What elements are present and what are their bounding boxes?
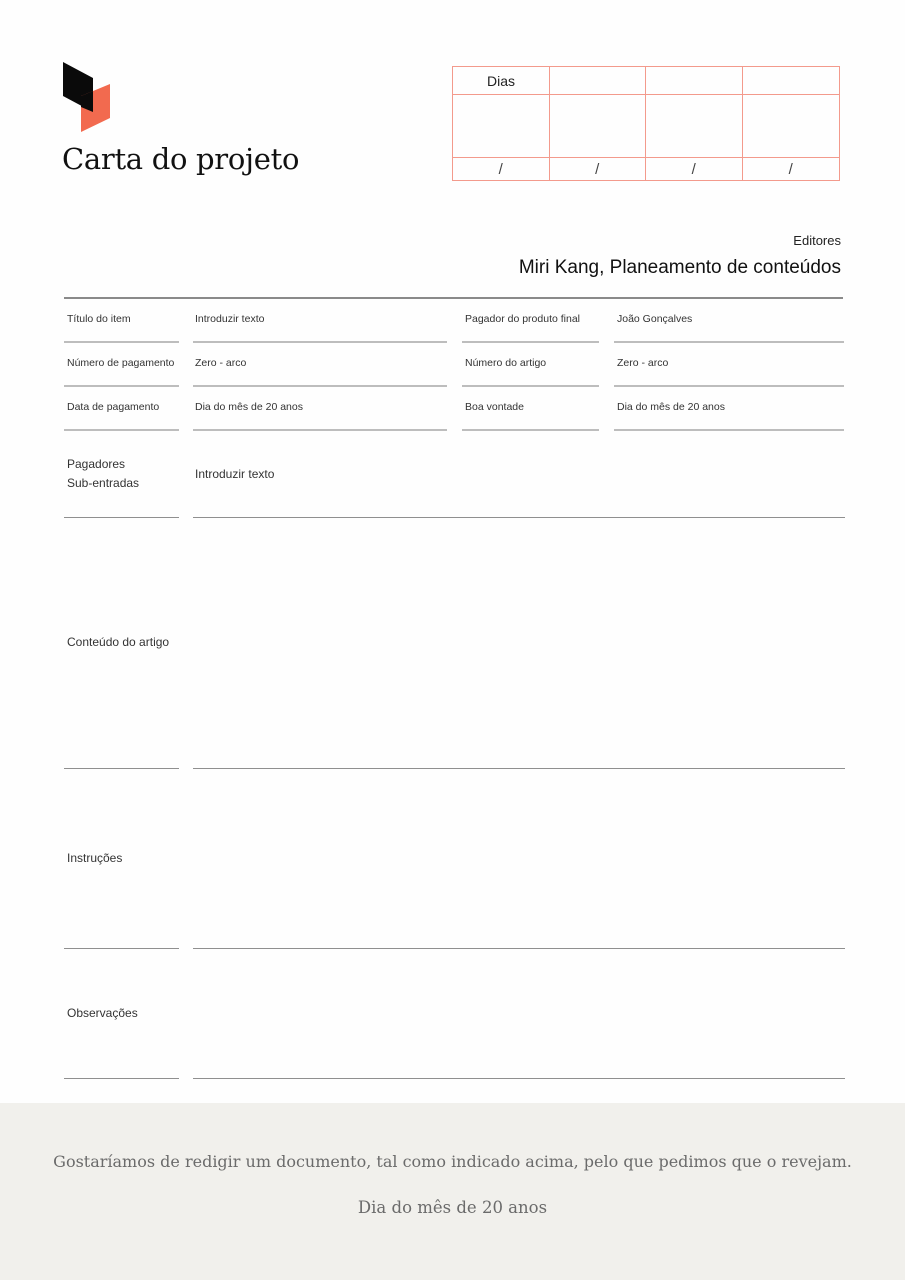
payment-date-label: Data de pagamento xyxy=(67,401,160,413)
approval-header-cell xyxy=(646,67,743,95)
field-underline xyxy=(614,429,844,431)
approval-header-cell xyxy=(550,67,647,95)
footer-date: Dia do mês de 20 anos xyxy=(357,1198,548,1217)
article-content-input[interactable] xyxy=(193,525,845,761)
observations-label: Observações xyxy=(67,1006,138,1020)
observations-input[interactable] xyxy=(193,956,845,1071)
field-underline xyxy=(193,768,845,769)
page-title: Carta do projeto xyxy=(62,142,300,176)
field-underline xyxy=(64,1078,179,1079)
approval-date-cell[interactable]: / xyxy=(646,158,743,180)
field-underline xyxy=(64,768,179,769)
field-underline xyxy=(64,948,179,949)
field-underline xyxy=(193,517,845,518)
signature-cell[interactable] xyxy=(743,95,840,158)
approval-date-cell[interactable]: / xyxy=(453,158,550,180)
field-underline xyxy=(614,341,844,343)
field-underline xyxy=(64,341,179,343)
field-underline xyxy=(462,385,599,387)
approval-date-cell[interactable]: / xyxy=(788,160,793,178)
field-underline xyxy=(193,385,447,387)
signature-cell[interactable] xyxy=(550,95,647,158)
field-underline xyxy=(462,429,599,431)
logo-icon xyxy=(63,62,111,134)
end-product-payer-label: Pagador do produto final xyxy=(465,313,581,325)
payment-date-input[interactable]: Dia do mês de 20 anos xyxy=(195,401,303,413)
approval-label: Dias xyxy=(453,67,550,95)
footer-request-text: Gostaríamos de redigir um documento, tal como indicado acima, pelo que pedimos que o revejam. xyxy=(53,1152,852,1171)
item-title-label: Título do item xyxy=(67,313,131,325)
field-underline xyxy=(193,948,845,949)
article-number-input[interactable]: Zero - arco xyxy=(617,357,669,369)
signature-cell[interactable] xyxy=(453,95,550,158)
field-underline xyxy=(64,517,179,518)
approval-date-cell[interactable]: / xyxy=(550,158,647,180)
payers-input[interactable]: Introduzir texto xyxy=(195,467,275,481)
editors-label: Editores xyxy=(793,233,841,248)
field-underline xyxy=(193,1078,845,1079)
logo xyxy=(63,62,111,134)
signature-cell[interactable] xyxy=(646,95,743,158)
instructions-label: Instruções xyxy=(67,851,123,865)
goodwill-label: Boa vontade xyxy=(465,401,524,413)
header-divider xyxy=(64,297,843,299)
field-underline xyxy=(64,429,179,431)
footer xyxy=(0,1103,905,1280)
field-underline xyxy=(462,341,599,343)
field-underline xyxy=(64,385,179,387)
end-product-payer-input[interactable]: João Gonçalves xyxy=(617,313,693,325)
approval-header-cell xyxy=(743,67,840,95)
payment-number-label: Número de pagamento xyxy=(67,357,175,369)
approval-grid xyxy=(452,66,840,181)
field-underline xyxy=(193,341,447,343)
goodwill-input[interactable]: Dia do mês de 20 anos xyxy=(617,401,725,413)
item-title-input[interactable]: Introduzir texto xyxy=(195,313,265,325)
sub-entries-label: Sub-entradas xyxy=(67,476,140,490)
instructions-input[interactable] xyxy=(193,776,845,941)
editors-value: Miri Kang, Planeamento de conteúdos xyxy=(518,257,841,278)
field-underline xyxy=(614,385,844,387)
payers-label: Pagadores xyxy=(67,457,126,471)
article-content-label: Conteúdo do artigo xyxy=(67,635,170,649)
payment-number-input[interactable]: Zero - arco xyxy=(195,357,247,369)
field-underline xyxy=(193,429,447,431)
article-number-label: Número do artigo xyxy=(465,357,547,369)
